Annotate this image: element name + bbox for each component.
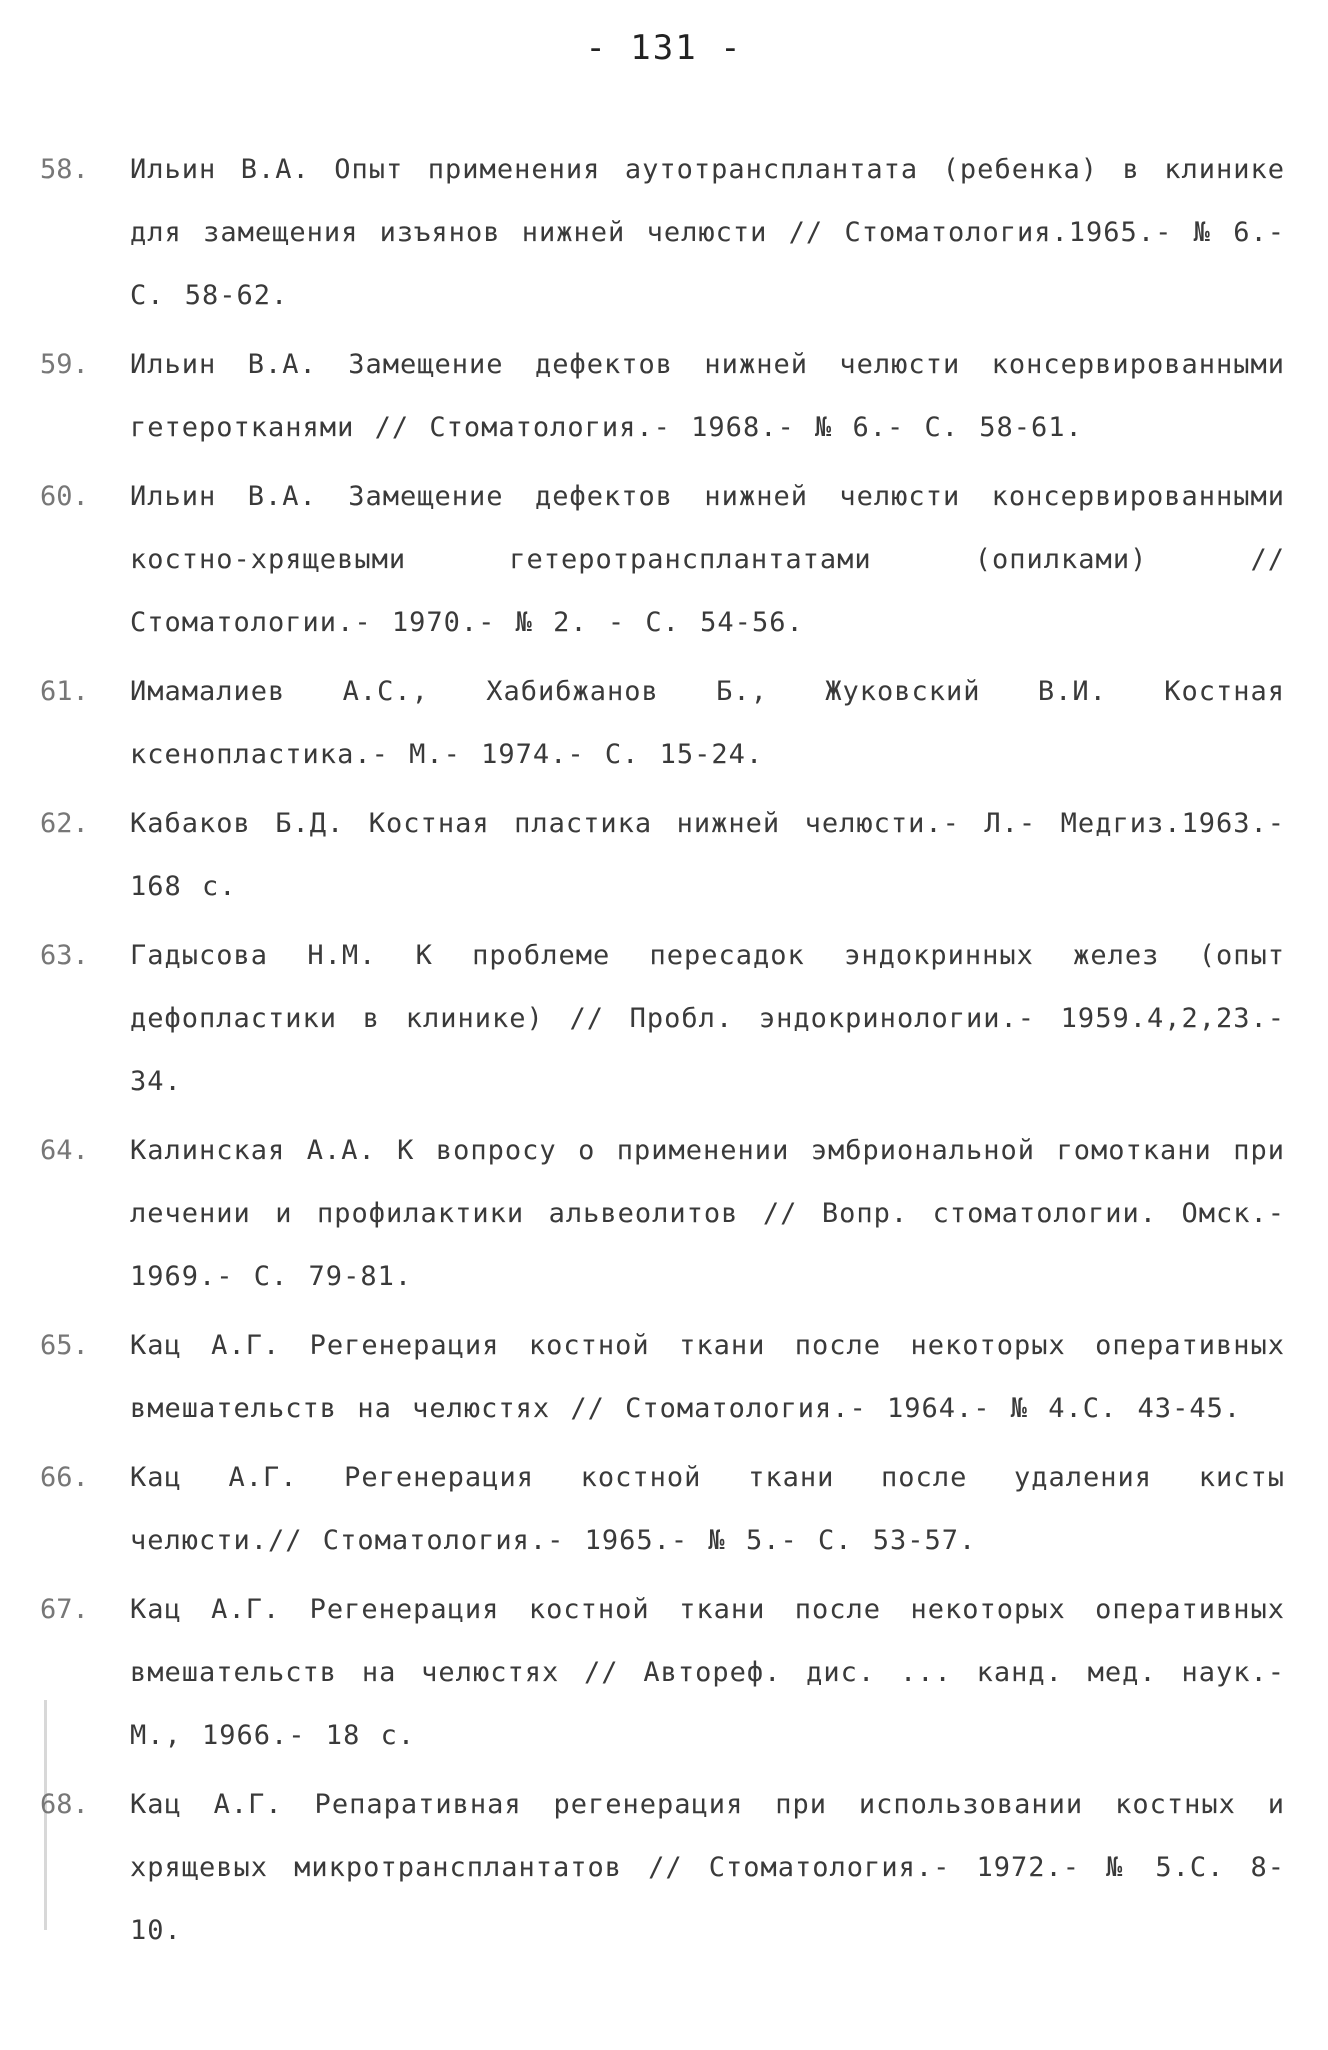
reference-text: Кац А.Г. Регенерация костной ткани после удаления кисты челюсти.// Стоматология.- 1965.- № 5.- С. 53-57. [130,1462,1285,1556]
reference-item [40,465,1290,654]
reference-text: Кац А.Г. Регенерация костной ткани после некоторых оперативных вмешательств на челюстях // Стоматология.- 1964.- № 4.С. 43-45. [130,1330,1285,1424]
reference-number: 65. [40,1330,89,1361]
reference-text: Ильин В.А. Замещение дефектов нижней челюсти консервированными костно-хрящевыми гетеротрансплантатами (опилками) // Стоматологии.- 1970.- № 2. - С. 54-56. [130,481,1285,638]
reference-text: Кац А.Г. Регенерация костной ткани после некоторых оперативных вмешательств на челюстях // Автореф. дис. ... канд. мед. наук.- М., 1966.- 18 с. [130,1594,1285,1751]
reference-item [40,1446,1290,1572]
reference-text: Имамалиев А.С., Хабибжанов Б., Жуковский В.И. Костная ксенопластика.- М.- 1974.- С. 15-24. [130,676,1285,770]
reference-number: 67. [40,1594,89,1625]
reference-item [40,792,1290,918]
reference-item [40,1773,1290,1962]
reference-number: 63. [40,940,89,971]
reference-list [40,138,1290,1968]
page-number: - 131 - [585,28,743,68]
reference-number: 64. [40,1135,89,1166]
reference-item [40,333,1290,459]
reference-text: Кац А.Г. Репаративная регенерация при использовании костных и хрящевых микротрансплантатов // Стоматология.- 1972.- № 5.С. 8-10. [130,1789,1285,1946]
reference-item [40,660,1290,786]
reference-item [40,1314,1290,1440]
reference-item [40,1578,1290,1767]
reference-number: 68. [40,1789,89,1820]
reference-text: Калинская А.А. К вопросу о применении эмбриональной гомоткани при лечении и профилактики альвеолитов // Вопр. стоматологии. Омск.- 1969.- С. 79-81. [130,1135,1285,1292]
reference-text: Ильин В.А. Опыт применения аутотрансплантата (ребенка) в клинике для замещения изъянов нижней челюсти // Стоматология.1965.- № 6.- С. 58-62. [130,154,1285,311]
reference-number: 61. [40,676,89,707]
reference-number: 58. [40,154,89,185]
reference-number: 62. [40,808,89,839]
reference-number: 66. [40,1462,89,1493]
reference-text: Гадысова Н.М. К проблеме пересадок эндокринных желез (опыт дефопластики в клинике) // Пробл. эндокринологии.- 1959.4,2,23.- 34. [130,940,1285,1097]
reference-text: Кабаков Б.Д. Костная пластика нижней челюсти.- Л.- Медгиз.1963.- 168 с. [130,808,1285,902]
reference-number: 60. [40,481,89,512]
reference-item [40,924,1290,1113]
reference-text: Ильин В.А. Замещение дефектов нижней челюсти консервированными гетеротканями // Стоматология.- 1968.- № 6.- С. 58-61. [130,349,1285,443]
reference-item [40,138,1290,327]
reference-item [40,1119,1290,1308]
reference-number: 59. [40,349,89,380]
